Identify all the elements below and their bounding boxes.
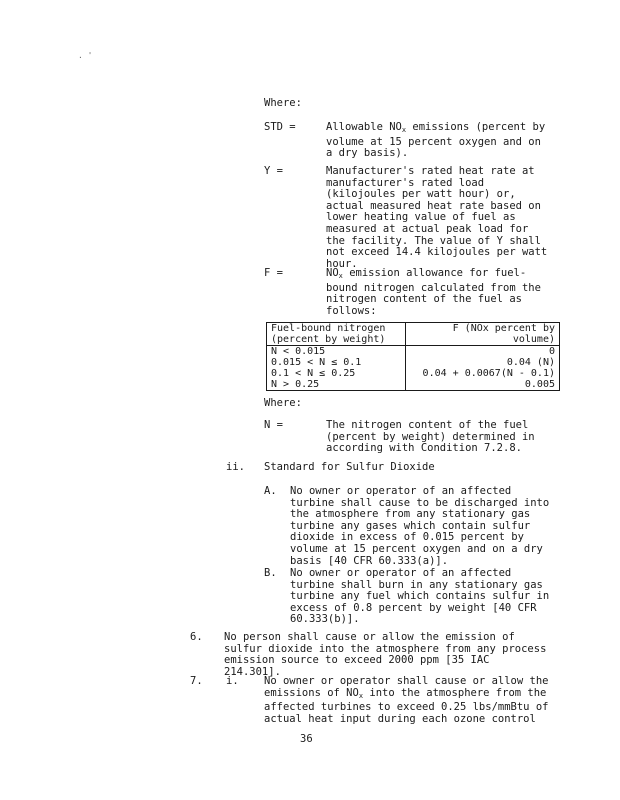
section-6-number: 6.: [190, 631, 203, 643]
table-cell-f: 0.005: [406, 379, 560, 391]
section-ii-title: Standard for Sulfur Dioxide: [264, 461, 435, 473]
section-7-i: i.: [226, 675, 239, 687]
item-b-text: No owner or operator of an affected turbine shall burn in any stationary gas turbine any fuel which contains sulfur in excess of 0.8 percent by weight [40 CFR 60.333(b)].: [290, 567, 550, 626]
section-6-text: No person shall cause or allow the emission of sulfur dioxide into the atmosphere from any process emission source to exceed 2000 ppm [35 IAC 214.301].: [224, 631, 547, 678]
n-definition: The nitrogen content of the fuel (percent by weight) determined in according with Condition 7.2.8.: [326, 419, 535, 455]
f-definition: $NO_x$ emission allowance for fuel-bound nitrogen calculated from the nitrogen content of the fuel as follows:: [326, 267, 541, 317]
std-definition: Allowable $NO_x$ emissions (percent by volume at 15 percent oxygen and on a dry basis).: [326, 121, 546, 160]
table-cell-f: 0: [548, 346, 555, 357]
table-row: [267, 346, 560, 358]
table-cell-f: 0.04 (N): [506, 357, 555, 368]
std-symbol: STD =: [264, 121, 296, 133]
f-symbol: F =: [264, 267, 283, 279]
where-label: Where:: [264, 97, 302, 109]
n-symbol: N =: [264, 419, 283, 431]
section-ii-number: ii.: [226, 461, 245, 473]
table-cell-n: N > 0.25: [267, 379, 406, 391]
table-cell-n: 0.015 < N ≤ 0.1: [267, 357, 406, 368]
table-cell-n: N < 0.015: [267, 346, 406, 358]
scan-speck: . ': [78, 51, 93, 60]
item-a-letter: A.: [264, 485, 277, 497]
section-7-text: No owner or operator shall cause or allow the emissions of $NO_x$ into the atmosphere from the affected turbines to exceed 0.25 lbs/mmBtu of actual heat input during each ozone control: [264, 675, 549, 725]
table-cell-f: 0.04 + 0.0067(N - 0.1): [422, 368, 555, 379]
item-a-text: No owner or operator of an affected turbine shall cause to be discharged into the atmosphere from any stationary gas turbine any gases which contain sulfur dioxide in excess of 0.015 percent by volume at 15 percent oxygen and on a dry basis [40 CFR 60.333(a)].: [290, 485, 550, 567]
section-7-number: 7.: [190, 675, 203, 687]
y-symbol: Y =: [264, 165, 283, 177]
table-header-f: F (NOx percent by volume): [406, 323, 560, 346]
table-cell-n: 0.1 < N ≤ 0.25: [267, 368, 406, 379]
table-row: [267, 357, 560, 368]
table-row: [267, 368, 560, 379]
item-b-letter: B.: [264, 567, 277, 579]
table-header-nitrogen: Fuel-bound nitrogen (percent by weight): [267, 323, 406, 346]
where-label-2: Where:: [264, 397, 302, 409]
fuel-nitrogen-table: [266, 322, 560, 391]
page-number: 36: [300, 733, 313, 745]
table-header-row: [267, 323, 560, 346]
table-row: [267, 379, 560, 391]
y-definition: Manufacturer's rated heat rate at manufacturer's rated load (kilojoules per watt hour) or, actual measured heat rate based on lower heating value of fuel as measured at actual peak load for the facility. The value of Y shall not exceed 14.4 kilojoules per watt hour.: [326, 165, 548, 270]
